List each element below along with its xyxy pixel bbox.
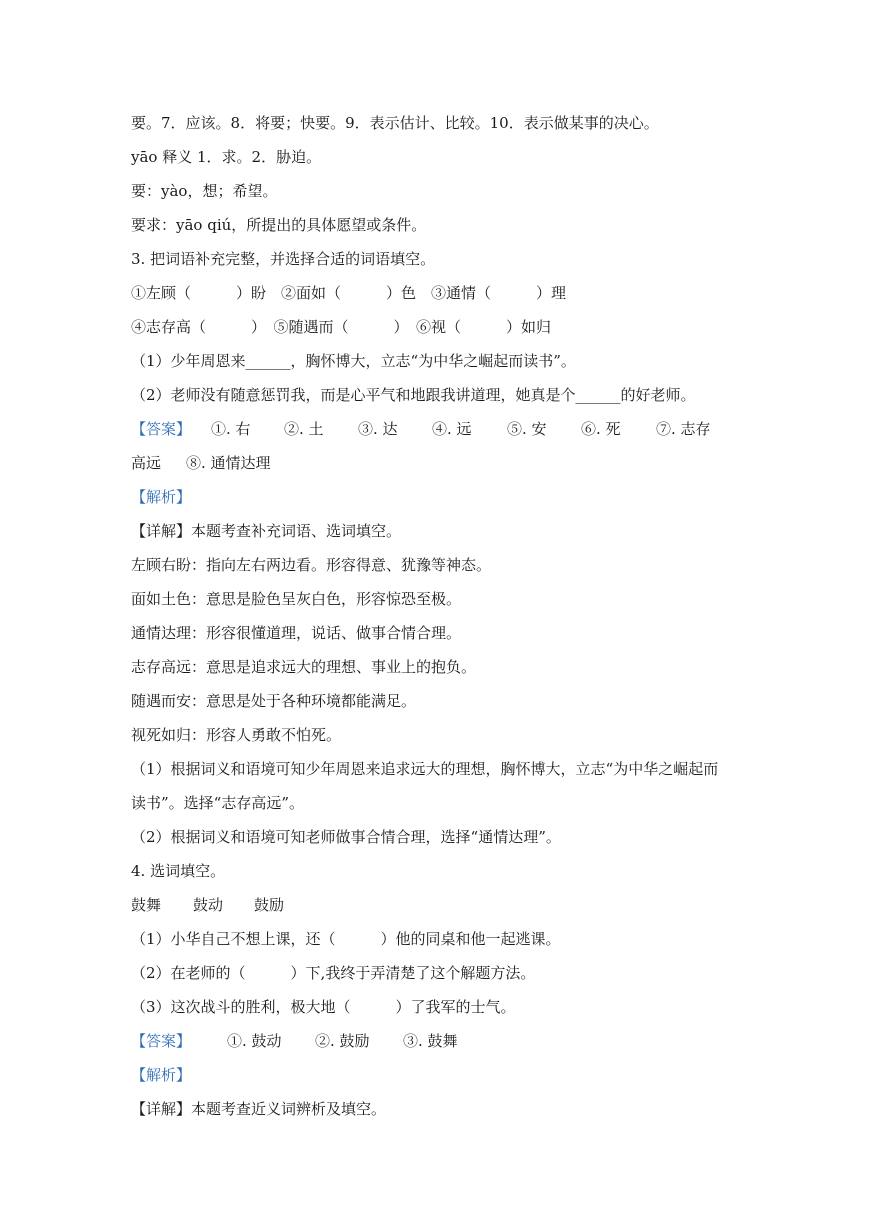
word-option: 鼓动 <box>193 896 224 914</box>
word-option: 鼓励 <box>254 896 285 914</box>
sub-question: （1）小华自己不想上课，还（ ）他的同桌和他一起逃课。 <box>131 930 561 948</box>
answer-line <box>131 1026 741 1060</box>
question-3-title: 3. 把词语补充完整，并选择合适的词语填空。 <box>131 250 436 268</box>
detail-line: 【详解】本题考查近义词辨析及填空。 <box>131 1100 387 1118</box>
answer-line <box>131 414 741 448</box>
answer-item: ①. 右 <box>211 420 251 438</box>
answer-item: ⑧. 通情达理 <box>186 454 271 472</box>
answer-item: ②. 土 <box>284 420 324 438</box>
explanation-line: 面如土色：意思是脸色呈灰白色，形容惊恐至极。 <box>131 590 462 608</box>
answer-item: ⑦. 志存 <box>656 420 711 438</box>
text-line: 要求：yāo qiú，所提出的具体愿望或条件。 <box>131 216 427 234</box>
explanation-line: （1）根据词义和语境可知少年周恩来追求远大的理想，胸怀博大，立志“为中华之崛起而 <box>131 760 719 778</box>
explanation-line: 读书”。选择“志存高远”。 <box>131 794 305 812</box>
answer-item: ②. 鼓励 <box>315 1032 370 1050</box>
sub-question: （1）少年周恩来______，胸怀博大，立志“为中华之崛起而读书”。 <box>131 352 576 370</box>
detail-line: 【详解】本题考查补充词语、选词填空。 <box>131 522 402 540</box>
fill-blank-row: ①左顾（ ）盼 ②面如（ ）色 ③通情（ ）理 <box>131 284 567 302</box>
answer-item: ⑥. 死 <box>581 420 621 438</box>
word-options <box>131 890 741 924</box>
answer-item: ①. 鼓动 <box>227 1032 282 1050</box>
text-line: yāo 释义 1．求。2．胁迫。 <box>131 148 322 166</box>
explanation-line: 随遇而安：意思是处于各种环境都能满足。 <box>131 692 417 710</box>
explanation-line: 视死如归：形容人勇敢不怕死。 <box>131 726 342 744</box>
analysis-label: 【解析】 <box>131 1066 192 1084</box>
document-content <box>131 108 741 1128</box>
answer-item: ④. 远 <box>432 420 472 438</box>
explanation-line: 志存高远：意思是追求远大的理想、事业上的抱负。 <box>131 658 477 676</box>
word-option: 鼓舞 <box>131 896 162 914</box>
sub-question: （2）老师没有随意惩罚我，而是心平气和地跟我讲道理，她真是个______的好老师。 <box>131 386 696 404</box>
text-line: 要。7．应该。8．将要；快要。9．表示估计、比较。10．表示做某事的决心。 <box>131 114 659 132</box>
analysis-label: 【解析】 <box>131 488 192 506</box>
text-line: 要：yào，想；希望。 <box>131 182 278 200</box>
answer-item: ③. 达 <box>358 420 398 438</box>
question-4-title: 4. 选词填空。 <box>131 862 226 880</box>
explanation-line: 左顾右盼：指向左右两边看。形容得意、犹豫等神态。 <box>131 556 492 574</box>
sub-question: （2）在老师的（ ）下,我终于弄清楚了这个解题方法。 <box>131 964 536 982</box>
answer-item: ⑤. 安 <box>507 420 547 438</box>
answer-line-continued <box>131 448 741 482</box>
explanation-line: 通情达理：形容很懂道理，说话、做事合情合理。 <box>131 624 462 642</box>
answer-item: ③. 鼓舞 <box>403 1032 458 1050</box>
answer-label: 【答案】 <box>131 1032 192 1050</box>
explanation-line: （2）根据词义和语境可知老师做事合情合理，选择“通情达理”。 <box>131 828 561 846</box>
answer-item: 高远 <box>131 454 162 472</box>
fill-blank-row: ④志存高（ ） ⑤随遇而（ ） ⑥视（ ）如归 <box>131 318 552 336</box>
answer-label: 【答案】 <box>131 420 192 438</box>
sub-question: （3）这次战斗的胜利，极大地（ ）了我军的士气。 <box>131 998 516 1016</box>
